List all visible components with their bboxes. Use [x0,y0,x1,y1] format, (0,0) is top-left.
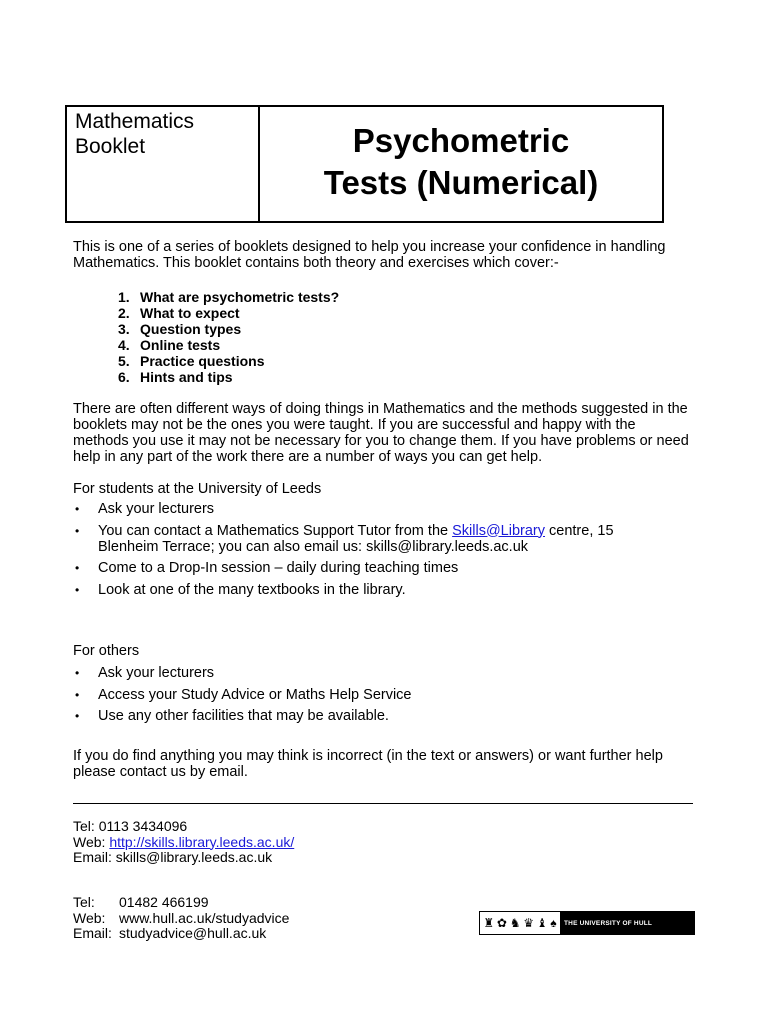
topic-item [118,369,339,385]
topics-list [118,289,339,385]
list-item [73,582,673,598]
web-row [73,911,289,927]
booklet-label [67,107,260,221]
others-bullet-list [73,665,673,730]
email-row [73,926,289,942]
web-value: www.hull.ac.uk/studyadvice [119,909,290,926]
list-item-text: Access your Study Advice or Maths Help Service [98,686,412,703]
topic-number: 2. [118,305,130,321]
tel-value: 01482 466199 [119,894,209,910]
list-item-text: Come to a Drop-In session – daily during teaching times [98,560,459,576]
topic-label: Question types [140,321,242,337]
tel-row [73,819,294,835]
hull-contact-block [73,895,289,942]
leeds-bullet-list [73,501,673,603]
web-label: Web: [73,909,106,926]
page-title-line2: Tests (Numerical) [323,164,599,201]
tel-value: 0113 3434096 [98,818,188,834]
leeds-web-link[interactable]: http://skills.library.leeds.ac.uk/ [109,833,295,850]
topic-item [118,337,339,353]
list-item-text: Ask your lecturers [98,501,215,517]
leeds-contact-block [73,819,294,866]
list-item [73,687,673,703]
topic-number: 5. [118,353,130,369]
list-item [73,665,673,681]
web-label: Web: [73,833,106,850]
topic-label: What to expect [140,305,240,321]
topic-item [118,353,339,369]
closing-paragraph: If you do find anything you may think is incorrect (in the text or answers) or want further help please contact us by email. [73,748,663,780]
others-heading: For others [73,643,140,659]
topic-label: Hints and tips [140,369,233,385]
bullet-icon: • [75,523,80,538]
email-value: studyadvice@hull.ac.uk [119,925,267,941]
header-box [65,105,664,223]
list-item-text: Look at one of the many textbooks in the library. [98,581,406,598]
list-item [73,708,673,724]
tel-label: Tel: [73,818,95,834]
divider [73,803,693,804]
bullet-icon: • [75,666,80,680]
email-label: Email: [73,849,112,865]
booklet-label-line1: Mathematics [75,110,195,133]
booklet-label-line2: Booklet [75,135,146,158]
list-item [73,523,673,555]
skills-library-link[interactable]: Skills@Library [452,522,545,539]
list-item [73,501,673,517]
topic-label: Practice questions [140,353,265,369]
bullet-icon: • [75,709,80,723]
topic-number: 4. [118,337,130,353]
topic-label: What are psychometric tests? [140,289,340,305]
list-item [73,560,673,576]
tel-row [73,895,289,911]
logo-wordmark: THE UNIVERSITY OF HULL [560,912,694,934]
crest-icon: ♜ [483,916,495,930]
lion-icon: ♞ [509,916,521,930]
tel-label: Tel: [73,894,95,910]
list-item-text: Ask your lecturers [98,665,215,681]
crown-icon: ♛ [523,916,534,930]
topic-item [118,321,339,337]
rose-icon: ✿ [496,916,507,930]
email-value: skills@library.leeds.ac.uk [115,849,273,865]
bullet-icon: • [75,502,80,516]
logo-crests [480,912,560,934]
ship-icon: ♝ [536,916,548,930]
topic-number: 6. [118,369,130,385]
email-label: Email: [73,925,112,941]
topic-label: Online tests [140,337,221,353]
email-row [73,850,294,866]
leeds-heading: For students at the University of Leeds [73,481,322,497]
intro-paragraph: This is one of a series of booklets designed to help you increase your confidence in handling Mathematics. This booklet contains both theory and exercises which cover:- [73,239,666,271]
topic-number: 1. [118,289,130,305]
bullet-icon: • [75,687,80,702]
bullet-icon: • [75,582,80,597]
university-of-hull-logo [479,911,695,935]
page-title [260,107,662,221]
topic-item [118,305,339,321]
methods-paragraph: There are often different ways of doing things in Mathematics and the methods suggested in the booklets may not be the ones you were taught. If you are successful and happy with the methods you use it may not be necessary for you to change them. If you have problems or need help in any part of the work there are a number of ways you can get help. [73,401,689,465]
bullet-icon: • [75,561,80,575]
web-row [73,835,294,851]
bird-icon: ♠ [550,916,557,930]
list-item-text: Use any other facilities that may be available. [98,708,389,724]
page-title-line1: Psychometric [352,122,570,159]
topic-number: 3. [118,321,130,337]
topic-item [118,289,339,305]
list-item-text: You can contact a Mathematics Support Tutor from the Skills@Library centre, 15 Blenheim Terrace; you can also email us: skills@library.leeds.ac.uk [98,522,614,555]
